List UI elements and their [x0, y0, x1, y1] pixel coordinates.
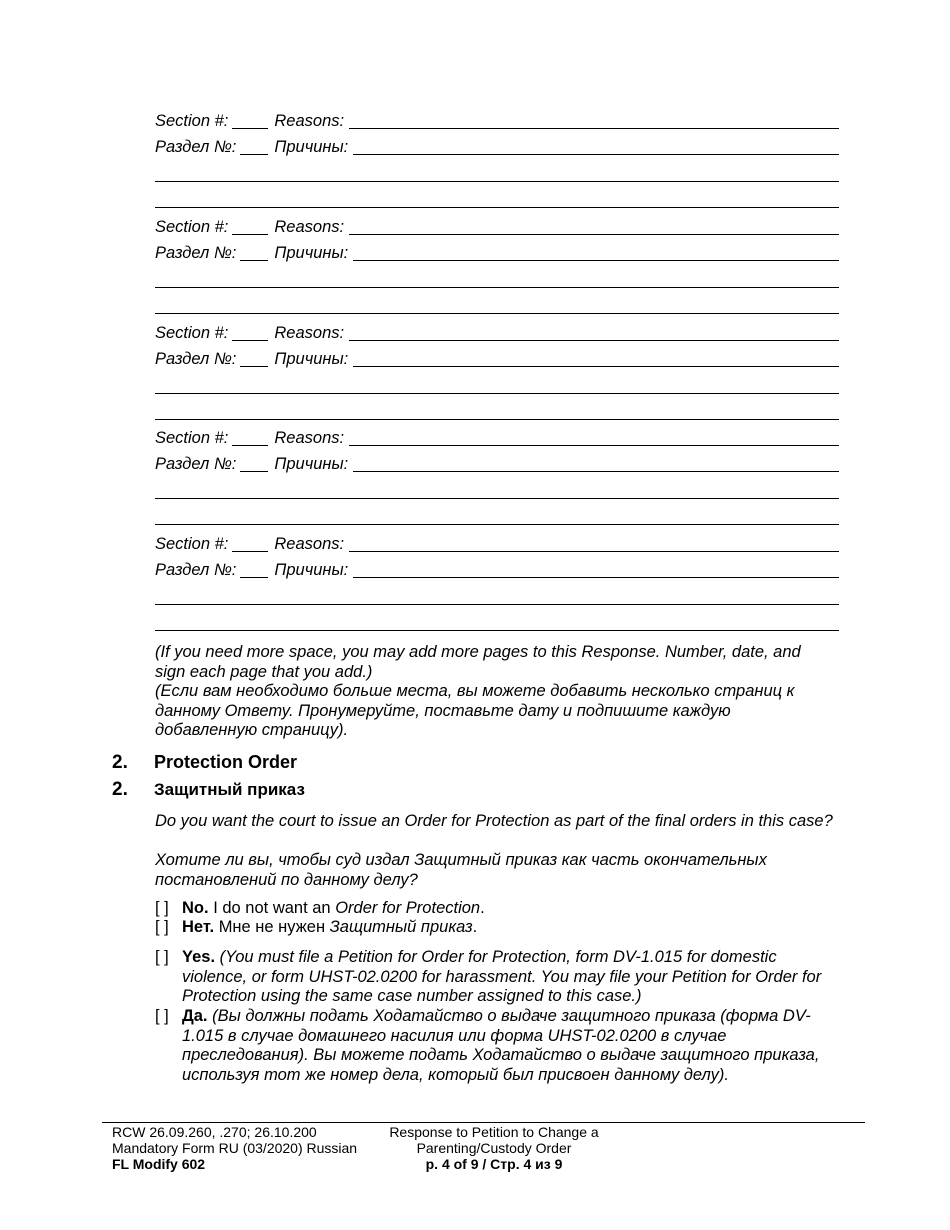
section-number-field[interactable] [232, 110, 268, 129]
more-space-note-ru: (Если вам необходимо больше места, вы можете добавить несколько страниц к данному Ответу. Пронумеруйте, поставьте дату и подпишите каждую добавленную страницу). [155, 682, 795, 739]
section-label-ru: Раздел №: [155, 244, 237, 262]
reasons-field[interactable] [349, 427, 839, 446]
checkbox-no[interactable]: [ ] [155, 899, 169, 917]
reasons-line[interactable] [155, 181, 839, 182]
section-reasons-row [155, 426, 839, 448]
reasons-field-ru[interactable] [353, 453, 839, 472]
section-title: Protection Order [154, 752, 298, 772]
section-reasons-row-ru [155, 135, 839, 157]
option-no-ru-italic: Защитный приказ [329, 918, 473, 936]
option-no [155, 899, 845, 919]
section-reasons-row-ru [155, 347, 839, 369]
section-number-field-ru[interactable] [240, 453, 268, 472]
section-number-ru: 2. [112, 779, 128, 800]
option-no-body: I do not want an [213, 899, 331, 917]
reasons-line[interactable] [155, 393, 839, 394]
section-label-ru: Раздел №: [155, 561, 237, 579]
option-yes [155, 948, 845, 1007]
section-reasons-row-ru [155, 558, 839, 580]
reasons-label: Reasons: [274, 218, 345, 236]
reasons-line[interactable] [155, 207, 839, 208]
section-number-field[interactable] [232, 533, 268, 552]
reasons-label: Reasons: [274, 324, 345, 342]
more-space-note: (If you need more space, you may add more pages to this Response. Number, date, and sign each page that you add.) [155, 643, 801, 681]
option-no-label: No. [182, 899, 209, 917]
section-number-field[interactable] [232, 216, 268, 235]
reasons-line[interactable] [155, 630, 839, 631]
footer-title-line2: Parenting/Custody Order [416, 1140, 572, 1156]
reasons-line[interactable] [155, 604, 839, 605]
reasons-field-ru[interactable] [353, 136, 839, 155]
reasons-label: Reasons: [274, 535, 345, 553]
footer-form-id: FL Modify 602 [112, 1156, 206, 1172]
reasons-line[interactable] [155, 524, 839, 525]
section-reasons-row [155, 215, 839, 237]
section-number-field-ru[interactable] [240, 242, 268, 261]
section-reasons-row [155, 109, 839, 131]
reasons-label-ru: Причины: [274, 244, 349, 262]
option-yes-ru-text [182, 1007, 845, 1085]
footer-page-number: p. 4 of 9 / Стр. 4 из 9 [425, 1156, 563, 1172]
option-no-ru-text [182, 918, 845, 938]
section-reasons-row [155, 321, 839, 343]
option-yes-ru-body: (Вы должны подать Ходатайство о выдаче защитного приказа (форма DV-1.015 в случае домашнего насилия или форма UHST-02.0200 в случае преследования). Вы можете подать Ходатайство о выдаче защитного приказа, используя тот же номер дела, который был присвоен данному делу). [182, 1007, 820, 1084]
section-label: Section #: [155, 535, 229, 553]
checkbox-yes[interactable]: [ ] [155, 948, 169, 966]
option-yes-ru-label: Да. [182, 1007, 208, 1025]
option-yes-body: (You must file a Petition for Order for Protection, form DV-1.015 for domestic violence, or form UHST-02.0200 for harassment. You may file your Petition for Order for Protection using the same case number assigned to this case.) [182, 948, 822, 1005]
section-label: Section #: [155, 324, 229, 342]
section-label-ru: Раздел №: [155, 138, 237, 156]
section-reasons-row [155, 532, 839, 554]
option-no-ru-end: . [472, 918, 478, 936]
reasons-field-ru[interactable] [353, 348, 839, 367]
footer-divider [102, 1122, 865, 1123]
reasons-line[interactable] [155, 313, 839, 314]
section-label: Section #: [155, 112, 229, 130]
reasons-label-ru: Причины: [274, 561, 349, 579]
checkbox-no-ru[interactable]: [ ] [155, 918, 169, 936]
footer-title-line1: Response to Petition to Change a [389, 1124, 599, 1140]
option-no-ru-body: Мне не нужен [218, 918, 326, 936]
option-no-text [182, 899, 845, 919]
reasons-field[interactable] [349, 216, 839, 235]
reasons-label-ru: Причины: [274, 455, 349, 473]
section-reasons-row-ru [155, 452, 839, 474]
reasons-field-ru[interactable] [353, 559, 839, 578]
option-yes-label: Yes. [182, 948, 216, 966]
option-no-end: . [480, 899, 485, 917]
reasons-field[interactable] [349, 322, 839, 341]
section-label: Section #: [155, 218, 229, 236]
option-yes-ru [155, 1007, 845, 1085]
reasons-label-ru: Причины: [274, 350, 349, 368]
option-no-italic: Order for Protection [335, 899, 481, 917]
reasons-label-ru: Причины: [274, 138, 349, 156]
reasons-label: Reasons: [274, 112, 345, 130]
section-number-field-ru[interactable] [240, 348, 268, 367]
section-number-field[interactable] [232, 427, 268, 446]
protection-question: Do you want the court to issue an Order for Protection as part of the final orders in this case? [155, 812, 833, 830]
reasons-field-ru[interactable] [353, 242, 839, 261]
footer-rcw: RCW 26.09.260, .270; 26.10.200 [112, 1124, 317, 1140]
footer-center [372, 1124, 616, 1172]
checkbox-yes-ru[interactable]: [ ] [155, 1007, 169, 1025]
protection-question-ru: Хотите ли вы, чтобы суд издал Защитный приказ как часть окончательных постановлений по данному делу? [155, 851, 767, 889]
option-no-ru [155, 918, 845, 938]
reasons-field[interactable] [349, 533, 839, 552]
section-title-ru: Защитный приказ [154, 780, 305, 799]
reasons-line[interactable] [155, 419, 839, 420]
section-label: Section #: [155, 429, 229, 447]
reasons-line[interactable] [155, 498, 839, 499]
footer-left [112, 1124, 357, 1172]
section-number-field[interactable] [232, 322, 268, 341]
section-number-field-ru[interactable] [240, 136, 268, 155]
reasons-line[interactable] [155, 287, 839, 288]
section-number: 2. [112, 752, 128, 773]
section-label-ru: Раздел №: [155, 350, 237, 368]
reasons-field[interactable] [349, 110, 839, 129]
section-label-ru: Раздел №: [155, 455, 237, 473]
footer-mandatory: Mandatory Form RU (03/2020) Russian [112, 1140, 358, 1156]
option-yes-text [182, 948, 845, 1007]
option-no-ru-label: Нет. [182, 918, 215, 936]
section-reasons-row-ru [155, 241, 839, 263]
section-number-field-ru[interactable] [240, 559, 268, 578]
reasons-label: Reasons: [274, 429, 345, 447]
